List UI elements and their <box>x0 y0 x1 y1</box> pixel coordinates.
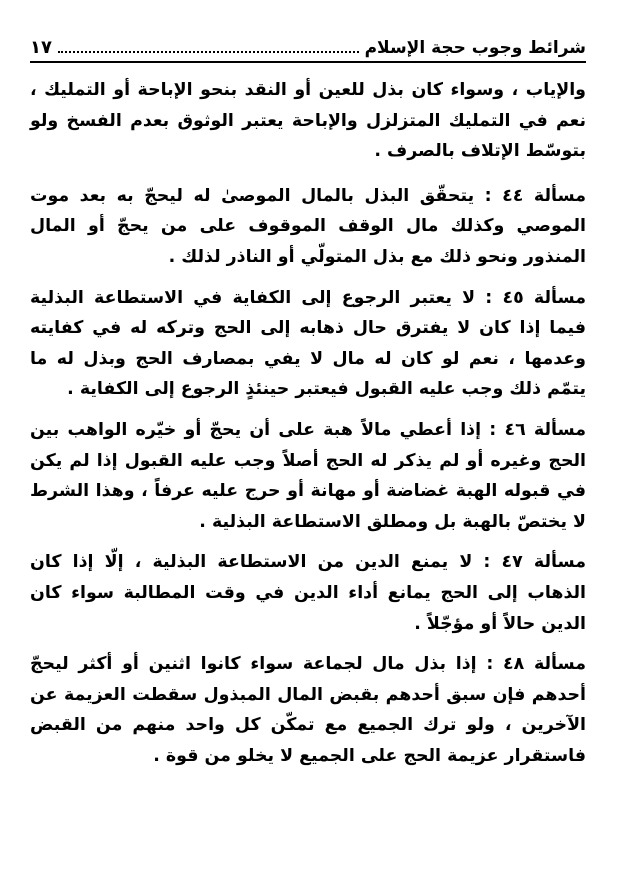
issue-47 <box>30 547 586 639</box>
running-header <box>30 28 586 63</box>
issue-text: إذا بذل مال لجماعة سواء كانوا اثنين أو أكثر ليحجّ أحدهم فإن سبق أحدهم بقبض المال المبذول سقطت العزيمة عن الآخرين ، ولو ترك الجميع مع تمكّن كل واحد منهم من القبض فاستقرار عزيمة الحج على الجميع لا يخلو من قوة . <box>30 654 586 766</box>
issue-label: مسألة ٤٧ : <box>483 552 586 573</box>
issue-label: مسألة ٤٤ : <box>484 185 586 206</box>
issue-44 <box>30 181 586 273</box>
page-body <box>30 75 586 771</box>
issue-label: مسألة ٤٨ : <box>486 654 587 675</box>
issue-text: إذا أعطي مالاً هبة على أن يحجّ أو خيّره الواهب بين الحج وغيره أو لم يذكر له الحج أصلاً وجب عليه القبول إذا لم يكن في قبوله الهبة غضاضة أو مهانة أو حرج عليه عرفاً ، وهذا الشرط لا يختصّ بالهبة بل ومطلق الاستطاعة البذلية . <box>30 419 586 532</box>
issue-label: مسألة ٤٦ : <box>489 419 587 440</box>
chapter-title: شرائط وجوب حجة الإسلام <box>364 38 586 58</box>
issue-45 <box>30 283 586 405</box>
issue-46 <box>30 415 586 537</box>
page-number: ١٧ <box>30 37 52 58</box>
issue-label: مسألة ٤٥ : <box>485 287 586 308</box>
issue-text: يتحقّق البذل بالمال الموصىٰ له ليحجّ به بعد موت الموصي وكذلك مال الوقف الموقوف على من يحجّ أو المال المنذور ونحو ذلك مع بذل المتولّي أو الناذر لذلك . <box>30 185 586 267</box>
intro-paragraph: والإياب ، وسواء كان بذل للعين أو النقد بنحو الإباحة أو التمليك ، نعم في التمليك المتزلزل والإباحة يعتبر الوثوق بعدم الفسخ ولو بتوسّط الإتلاف بالصرف . <box>30 80 586 162</box>
issue-48 <box>30 649 586 771</box>
issue-text: لا يمنع الدين من الاستطاعة البذلية ، إلّا إذا كان الذهاب إلى الحج يمانع أداء الدين في وقت المطالبة سواء كان الدين حالاً أو مؤجّلاً . <box>30 552 586 634</box>
issue-text: لا يعتبر الرجوع إلى الكفاية في الاستطاعة البذلية فيما إذا كان لا يفترق حال ذهابه إلى الحج وتركه له في كفايته وعدمها ، نعم لو كان له مال لا يفي بمصارف الحج وبذل له ما يتمّم ذلك وجب عليه القبول فيعتبر حينئذٍ الرجوع إلى الكفاية . <box>30 287 586 400</box>
header-leader-dots <box>58 50 359 53</box>
